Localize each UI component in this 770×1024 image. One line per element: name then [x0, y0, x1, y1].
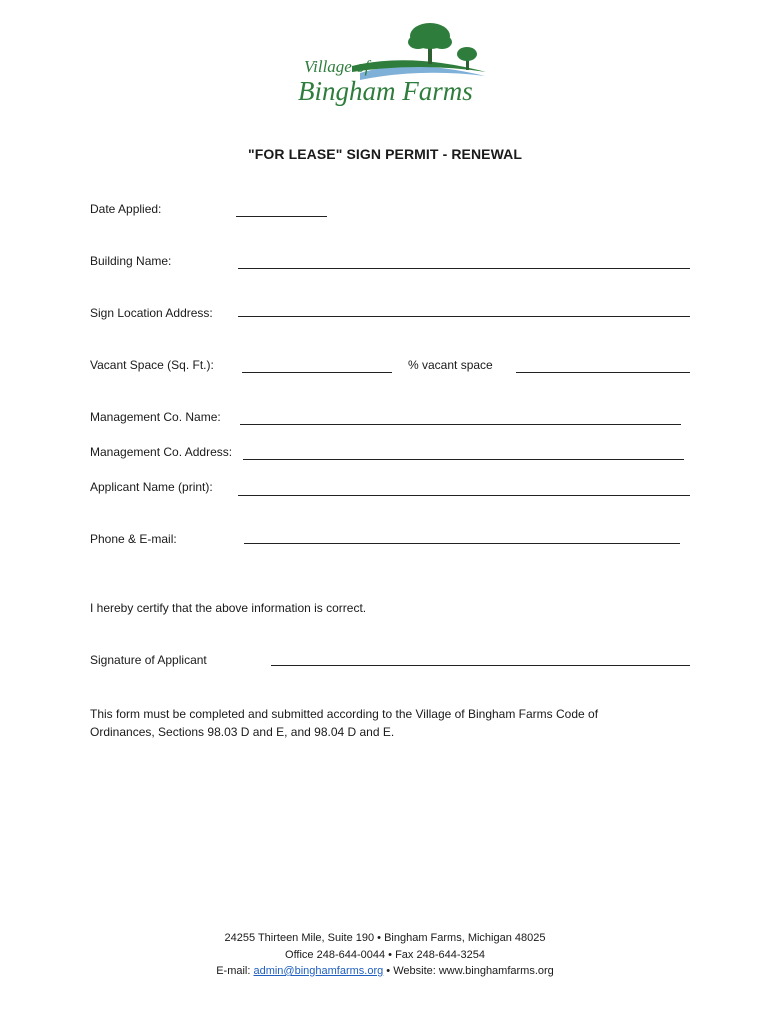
tree-logo-icon [290, 18, 490, 114]
sign-location-label: Sign Location Address: [90, 306, 213, 320]
applicant-name-label: Applicant Name (print): [90, 480, 213, 494]
footer-website: • Website: www.binghamfarms.org [383, 965, 554, 977]
management-name-label: Management Co. Name: [90, 410, 221, 424]
footer-phones: Office 248-644-0044 • Fax 248-644-3254 [285, 948, 485, 961]
applicant-name-field[interactable] [238, 495, 690, 496]
signature-label: Signature of Applicant [90, 653, 207, 667]
footer-contact [0, 930, 770, 980]
management-address-label: Management Co. Address: [90, 445, 233, 459]
footer-address: 24255 Thirteen Mile, Suite 190 • Bingham Farms, Michigan 48025 [224, 932, 546, 944]
building-name-label: Building Name: [90, 254, 172, 268]
footer-email-link[interactable]: admin@binghamfarms.org [253, 965, 384, 977]
sign-location-field[interactable] [238, 316, 690, 317]
vacant-space-field[interactable] [242, 372, 392, 373]
footer-email-prefix: E-mail: [216, 965, 254, 977]
management-address-field[interactable] [243, 459, 684, 460]
phone-email-label: Phone & E-mail: [90, 532, 177, 546]
building-name-field[interactable] [238, 268, 690, 269]
footer-email-line [0, 963, 770, 980]
form-title: "FOR LEASE" SIGN PERMIT - RENEWAL [247, 146, 523, 162]
management-name-field[interactable] [240, 424, 681, 425]
certify-statement: I hereby certify that the above information is correct. [90, 601, 367, 615]
logo-line1: Village of [304, 57, 370, 76]
phone-email-field[interactable] [244, 543, 680, 544]
vacant-space-label: Vacant Space (Sq. Ft.): [90, 358, 214, 372]
percent-vacant-field[interactable] [516, 372, 690, 373]
village-logo [290, 18, 490, 114]
percent-vacant-label: % vacant space [408, 358, 493, 372]
date-applied-label: Date Applied: [90, 202, 162, 216]
logo-line2: Bingham Farms [298, 76, 473, 106]
date-applied-field[interactable] [236, 216, 327, 217]
signature-field[interactable] [271, 665, 690, 666]
ordinance-notice: This form must be completed and submitted according to the Village of Bingham Farms Code of Ordinances, Sections 98.03 D and E, and 98.04 D and E. [90, 707, 599, 739]
